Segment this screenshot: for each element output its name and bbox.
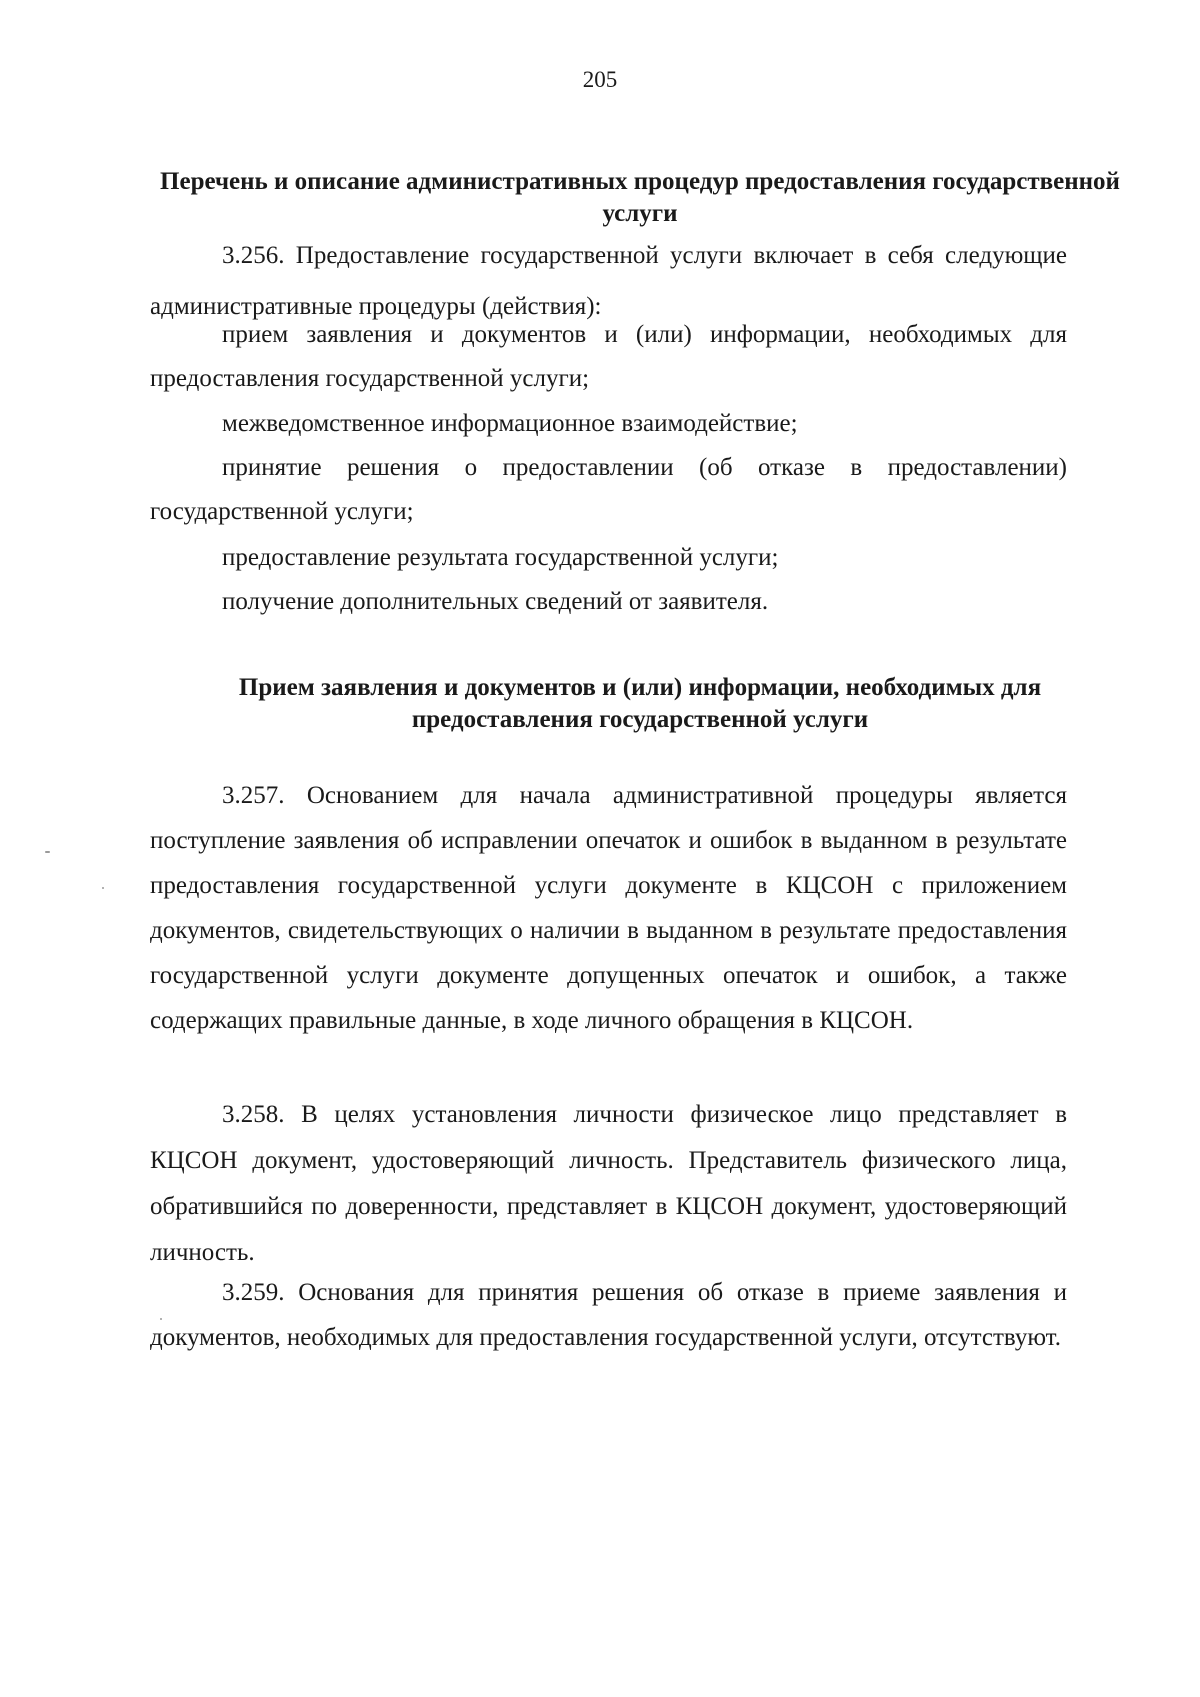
scan-artifact — [45, 851, 50, 853]
scan-artifact — [160, 1318, 162, 1320]
page-number: 205 — [582, 67, 618, 92]
list-item — [150, 402, 1067, 446]
list-item-text: принятие решения о предоставлении (об отказе в предоставлении) государственной услуги; — [150, 454, 1067, 525]
paragraph-3-258 — [150, 1092, 1067, 1276]
paragraph-3-257 — [150, 773, 1067, 1043]
paragraph-text: 3.259. Основания для принятия решения об отказе в приеме заявления и документов, необходимых для предоставления государственной услуги, отсутствуют. — [150, 1279, 1067, 1351]
list-item — [150, 536, 1067, 580]
paragraph-text: 3.258. В целях установления личности физическое лицо представляет в КЦСОН документ, удостоверяющий личность. Представитель физического лица, обратившийся по доверенности, представляет в КЦСОН документ, удостоверяющий личность. — [150, 1101, 1067, 1266]
paragraph-text: 3.256. Предоставление государственной услуги включает в себя следующие административные процедуры (действия): — [150, 242, 1067, 320]
list-item-text: предоставление результата государственной услуги; — [222, 544, 779, 571]
paragraph-3-259 — [150, 1270, 1067, 1360]
list-item-text: межведомственное информационное взаимодействие; — [222, 410, 798, 437]
scan-artifact — [102, 887, 104, 889]
list-item-text: прием заявления и документов и (или) информации, необходимых для предоставления государственной услуги; — [150, 321, 1067, 392]
section-heading-application-intake: Прием заявления и документов и (или) информации, необходимых для предоставления государственной услуги — [238, 674, 1042, 733]
list-item — [150, 313, 1067, 401]
paragraph-text: 3.257. Основанием для начала административной процедуры является поступление заявления об исправлении опечаток и ошибок в выданном в результате предоставления государственной услуги документе в КЦСОН с приложением документов, свидетельствующих о наличии в выданном в результате предоставления государственной услуги документе допущенных опечаток и ошибок, а также содержащих правильные данные, в ходе личного обращения в КЦСОН. — [150, 782, 1067, 1034]
list-item-text: получение дополнительных сведений от заявителя. — [222, 588, 769, 615]
list-item — [150, 446, 1067, 534]
list-item — [150, 580, 1067, 624]
section-heading-procedures: Перечень и описание административных процедур предоставления государственной услуги — [160, 168, 1120, 227]
